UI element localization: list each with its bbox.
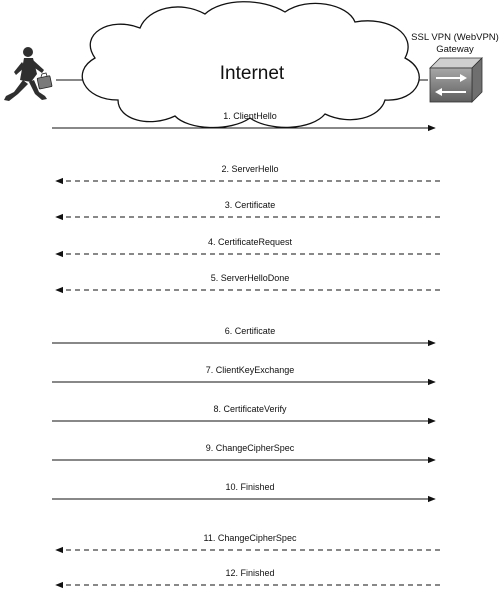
message-label-6: 6. Certificate — [224, 326, 276, 336]
message-label-9: 9. ChangeCipherSpec — [205, 443, 295, 453]
internet-cloud — [82, 2, 419, 128]
message-label-12: 12. Finished — [225, 568, 275, 578]
message-label-3: 3. Certificate — [224, 200, 276, 210]
message-label-8: 8. CertificateVerify — [213, 404, 287, 414]
cloud-label: Internet — [219, 63, 285, 84]
message-label-5: 5. ServerHelloDone — [210, 273, 290, 283]
vpn-gateway-device-icon — [430, 58, 482, 102]
person-running-with-briefcase-icon — [4, 47, 52, 101]
gateway-label-line2: Gateway — [436, 44, 474, 55]
message-label-2: 2. ServerHello — [221, 164, 279, 174]
message-label-11: 11. ChangeCipherSpec — [203, 533, 297, 543]
message-label-4: 4. CertificateRequest — [207, 237, 293, 247]
message-label-10: 10. Finished — [225, 482, 275, 492]
message-label-1: 1. ClientHello — [223, 111, 277, 121]
message-label-7: 7. ClientKeyExchange — [205, 365, 295, 375]
gateway-label-line1: SSL VPN (WebVPN) — [411, 32, 499, 43]
handshake-messages — [52, 111, 440, 585]
